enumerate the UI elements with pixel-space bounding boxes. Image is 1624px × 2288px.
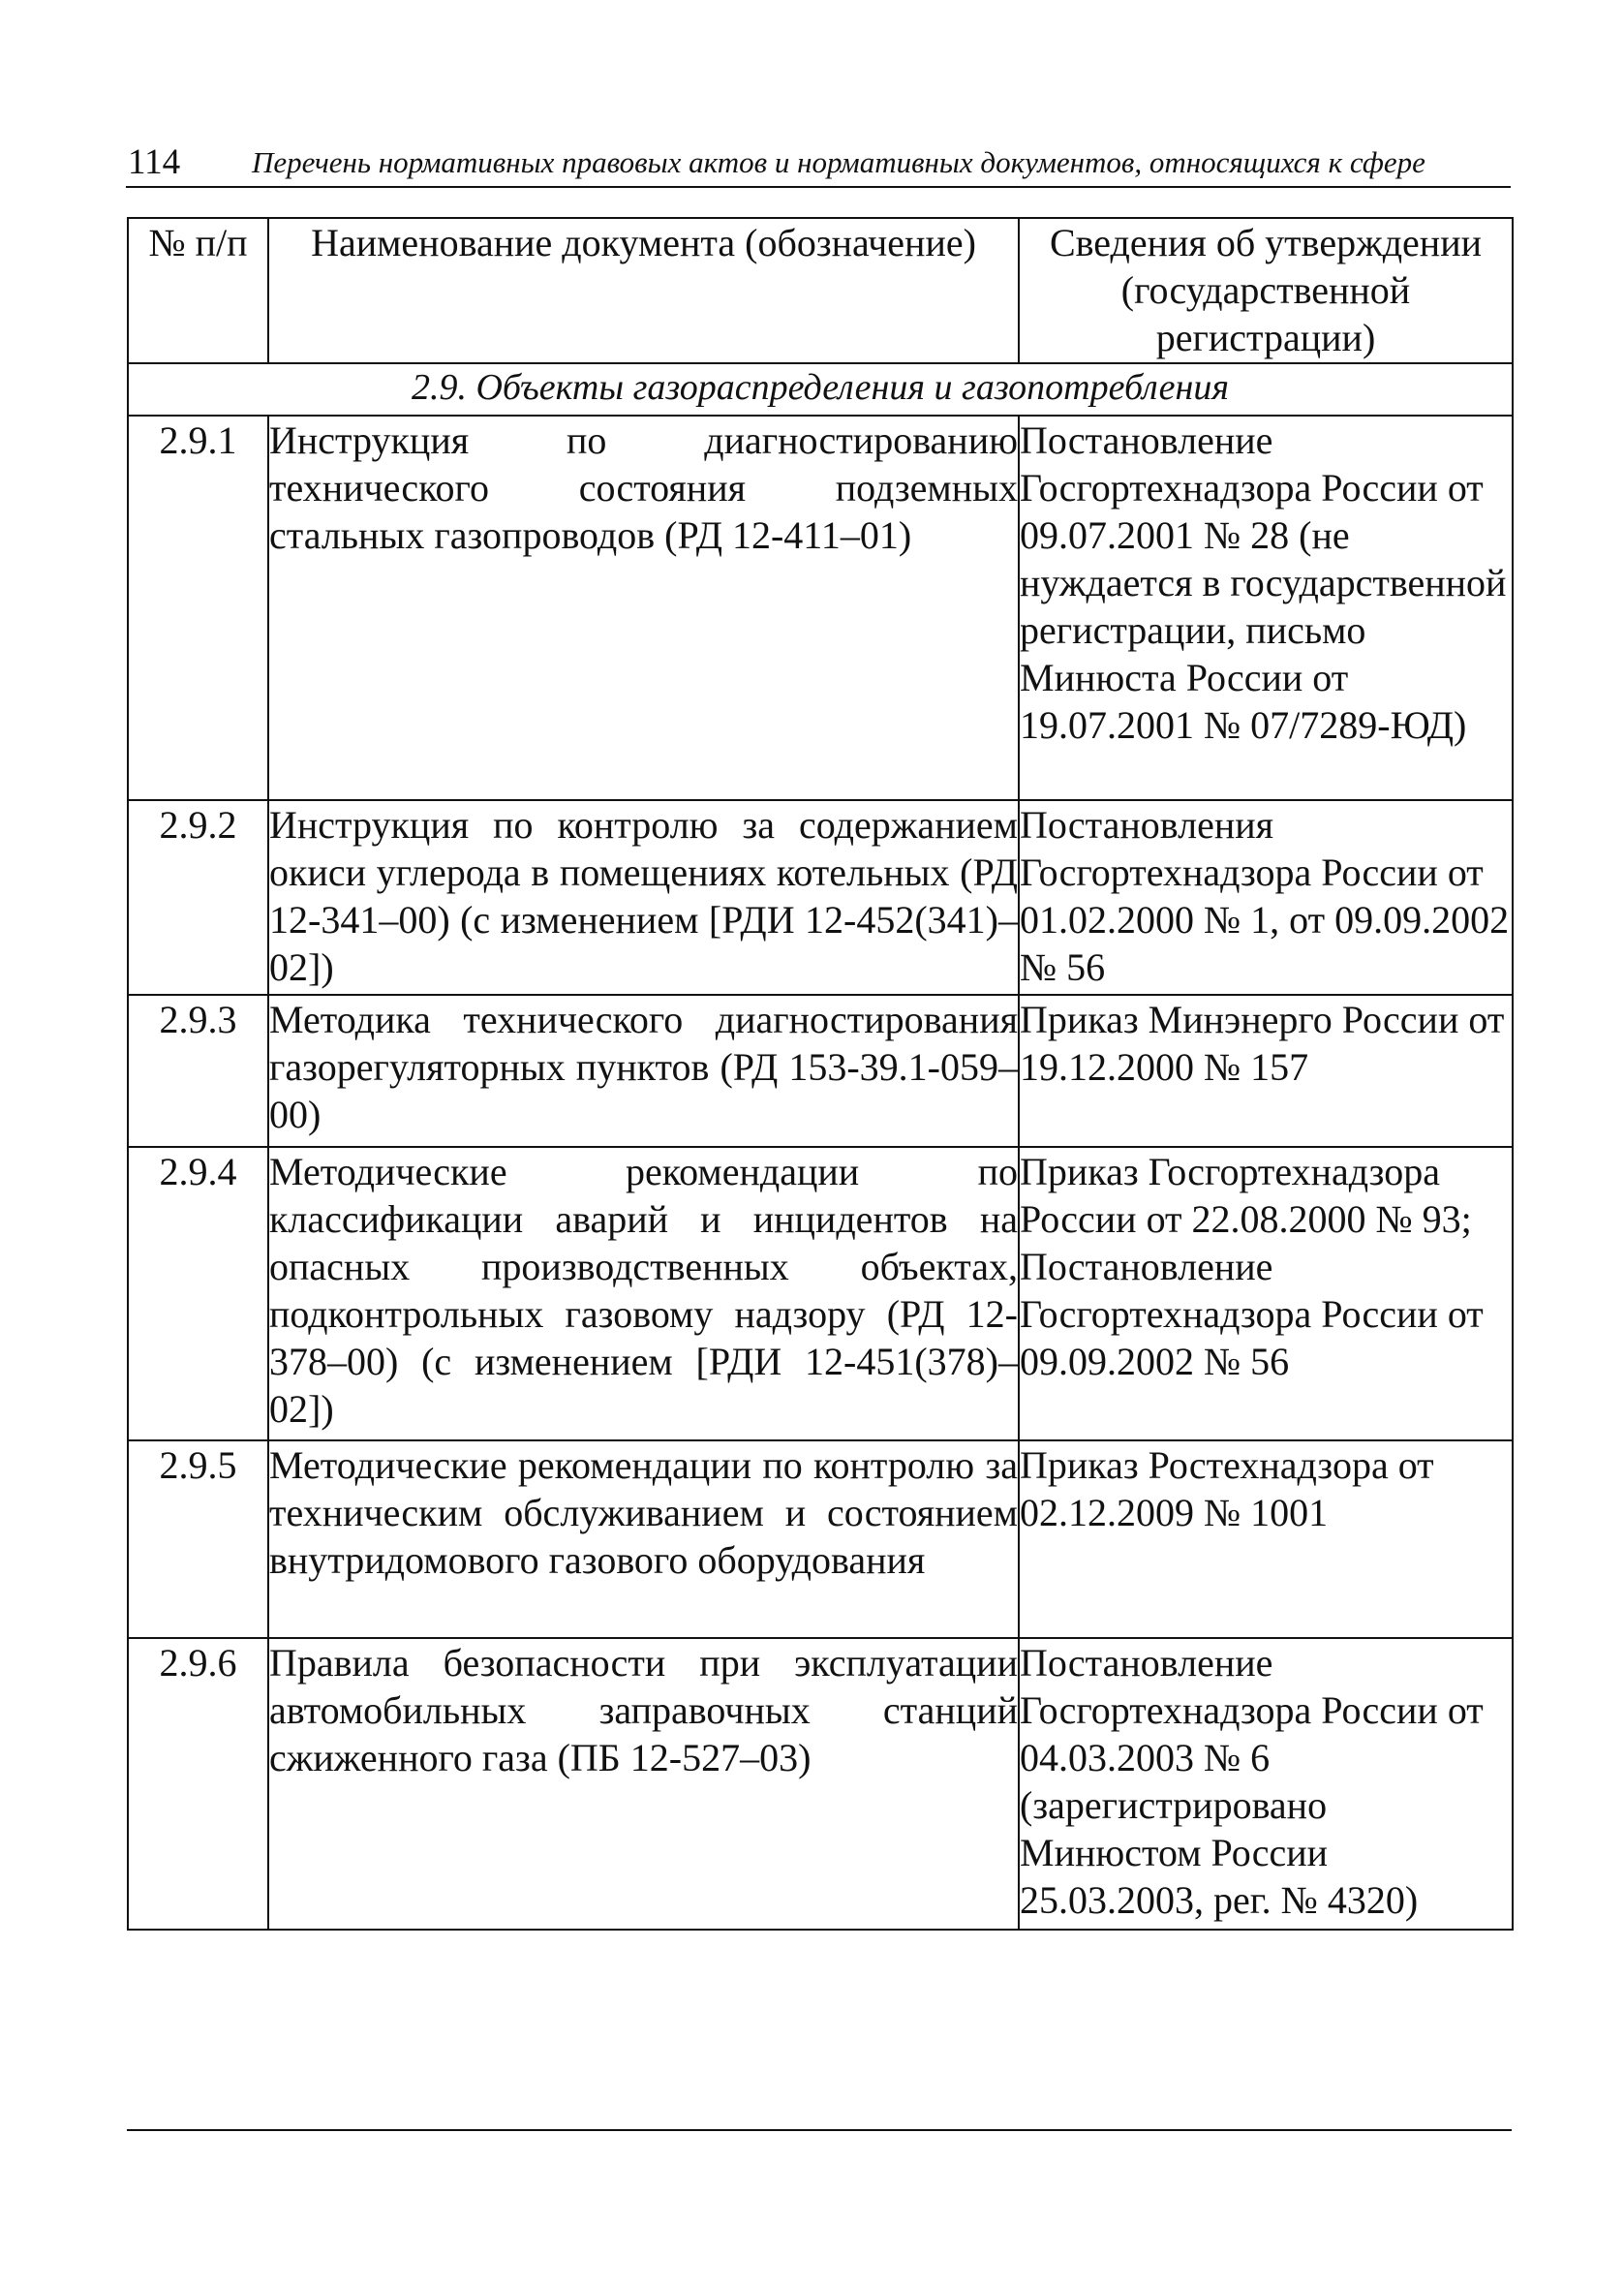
table-row <box>128 995 1513 1147</box>
row-number: 2.9.5 <box>128 1440 268 1638</box>
approval-info: Приказ Ростехнадзора от 02.12.2009 № 1001 <box>1019 1440 1513 1638</box>
document-name: Методические рекомендации по классификации аварий и инцидентов на опасных производственных объектах, подконтрольных газовому надзору (РД 12-378–00) (с изменением [РДИ 12-451(378)–02]) <box>268 1147 1019 1440</box>
section-title: 2.9. Объекты газораспределения и газопотребления <box>128 363 1513 416</box>
row-number: 2.9.1 <box>128 416 268 800</box>
column-header-approval: Сведения об утверждении (государственной регистрации) <box>1019 218 1513 363</box>
row-number: 2.9.4 <box>128 1147 268 1440</box>
approval-info: Приказ Минэнерго России от 19.12.2000 № 157 <box>1019 995 1513 1147</box>
running-title: Перечень нормативных правовых актов и нормативных документов, относящихся к сфере <box>252 145 1425 179</box>
page-number: 114 <box>128 142 181 182</box>
approval-info: Постановления Госгортехнадзора России от 01.02.2000 № 1, от 09.09.2002 № 56 <box>1019 800 1513 995</box>
table-row <box>128 416 1513 800</box>
table-row <box>128 1638 1513 1930</box>
approval-info: Постановление Госгортехнадзора России от 09.07.2001 № 28 (не нуждается в государственной регистрации, письмо Минюста России от 19.07.2001 № 07/7289-ЮД) <box>1019 416 1513 800</box>
table-row <box>128 1147 1513 1440</box>
bottom-divider <box>127 2129 1512 2131</box>
document-table <box>127 217 1514 1931</box>
row-number: 2.9.6 <box>128 1638 268 1930</box>
column-header-number: № п/п <box>128 218 268 363</box>
table-row <box>128 800 1513 995</box>
table-row <box>128 1440 1513 1638</box>
approval-info: Приказ Госгортехнадзора России от 22.08.2000 № 93; Постановление Госгортехнадзора России от 09.09.2002 № 56 <box>1019 1147 1513 1440</box>
row-number: 2.9.3 <box>128 995 268 1147</box>
row-number: 2.9.2 <box>128 800 268 995</box>
document-name: Инструкция по контролю за содержанием окиси углерода в помещениях котельных (РД 12-341–00) (с изменением [РДИ 12-452(341)–02]) <box>268 800 1019 995</box>
document-name: Правила безопасности при эксплуатации автомобильных заправочных станций сжиженного газа (ПБ 12-527–03) <box>268 1638 1019 1930</box>
document-name: Методика технического диагностирования газорегуляторных пунктов (РД 153-39.1-059–00) <box>268 995 1019 1147</box>
table-header-row <box>128 218 1513 363</box>
column-header-document-name: Наименование документа (обозначение) <box>268 218 1019 363</box>
section-row <box>128 363 1513 416</box>
document-name: Методические рекомендации по контролю за техническим обслуживанием и состоянием внутридомового газового оборудования <box>268 1440 1019 1638</box>
approval-info: Постановление Госгортехнадзора России от 04.03.2003 № 6 (зарегистрировано Минюстом России 25.03.2003, рег. № 4320) <box>1019 1638 1513 1930</box>
document-name: Инструкция по диагностированию технического состояния подземных стальных газопроводов (РД 12-411–01) <box>268 416 1019 800</box>
page-header <box>126 136 1511 188</box>
